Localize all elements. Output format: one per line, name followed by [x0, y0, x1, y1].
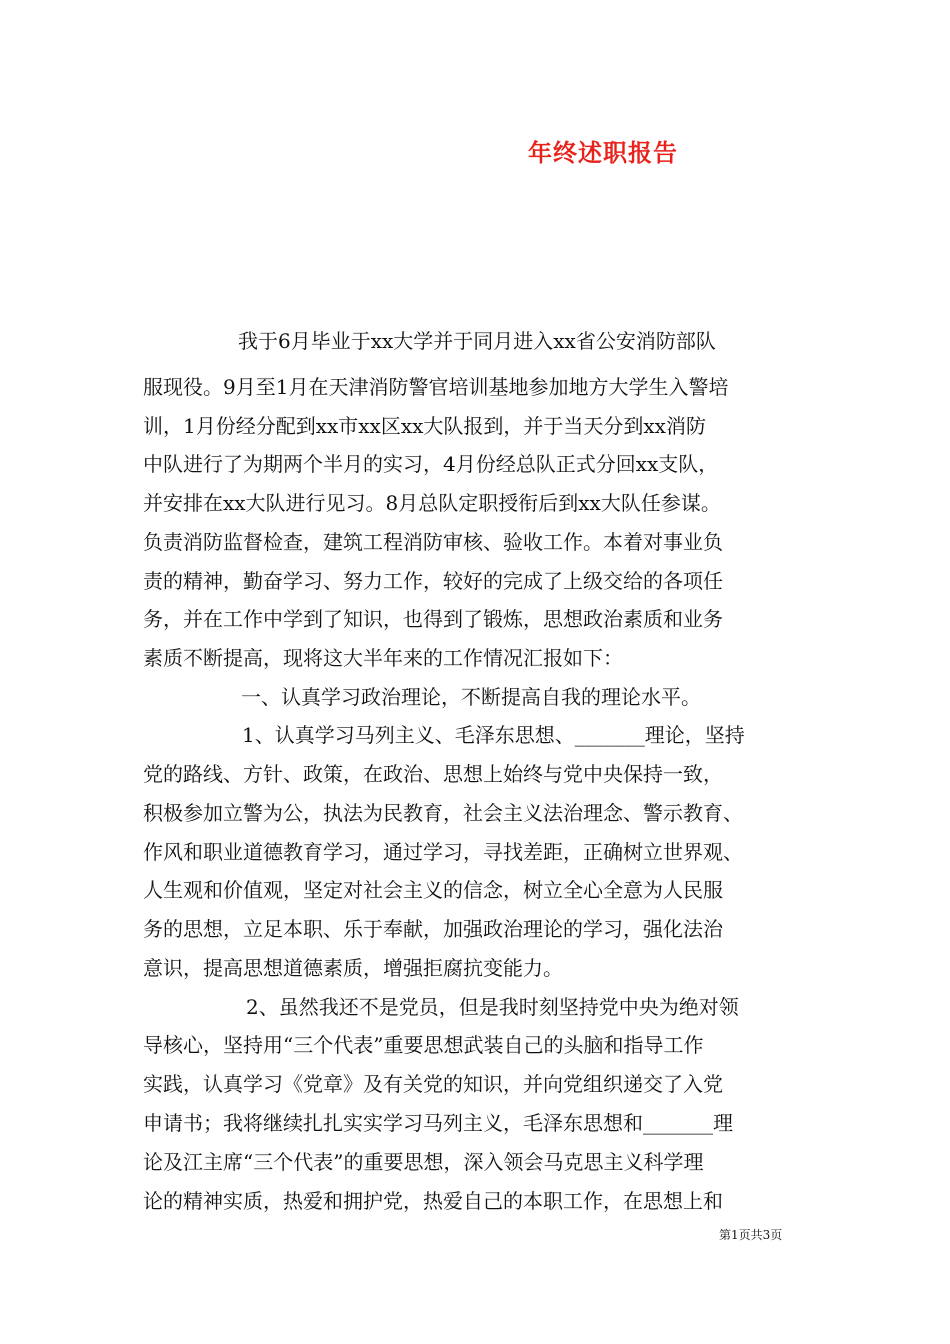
body-line: 我于6月毕业于xx大学并于同月进入xx省公安消防部队: [238, 329, 716, 353]
body-line: 导核心，坚持用“三个代表”重要思想武装自己的头脑和指导工作: [143, 1033, 704, 1057]
body-line: 并安排在xx大队进行见习。8月总队定职授衔后到xx大队任参谋。: [143, 491, 721, 515]
body-line: 申请书；我将继续扎扎实实学习马列主义，毛泽东思想和_______理: [143, 1111, 733, 1135]
page-number: 第1页共3页: [719, 1228, 783, 1242]
body-line: 责的精神，勤奋学习、努力工作，较好的完成了上级交给的各项任: [143, 569, 723, 593]
body-line: 意识，提高思想道德素质，增强拒腐抗变能力。: [143, 956, 563, 980]
body-line: 务，并在工作中学到了知识，也得到了锻炼，思想政治素质和业务: [143, 607, 723, 631]
body-line: 1、认真学习马列主义、毛泽东思想、_______理论，坚持: [242, 723, 745, 747]
body-line: 作风和职业道德教育学习，通过学习，寻找差距，正确树立世界观、: [143, 840, 743, 864]
body-line: 中队进行了为期两个半月的实习，4月份经总队正式分回xx支队，: [143, 452, 719, 476]
body-line: 党的路线、方针、政策，在政治、思想上始终与党中央保持一致，: [143, 762, 723, 786]
body-line: 服现役。9月至1月在天津消防警官培训基地参加地方大学生入警培: [143, 375, 729, 399]
body-line: 积极参加立警为公，执法为民教育，社会主义法治理念、警示教育、: [143, 801, 743, 825]
body-line: 论的精神实质，热爱和拥护党，热爱自己的本职工作，在思想上和: [143, 1189, 723, 1213]
body-line: 素质不断提高，现将这大半年来的工作情况汇报如下：: [143, 646, 623, 670]
body-line: 负责消防监督检查，建筑工程消防审核、验收工作。本着对事业负: [143, 530, 723, 554]
body-line: 实践，认真学习《党章》及有关党的知识，并向党组织递交了入党: [143, 1072, 723, 1096]
document-title: 年终述职报告: [528, 138, 678, 167]
body-line: 人生观和价值观，坚定对社会主义的信念，树立全心全意为人民服: [143, 878, 723, 902]
body-line: 务的思想，立足本职、乐于奉献，加强政治理论的学习，强化法治: [143, 917, 723, 941]
body-line: 训，1月份经分配到xx市xx区xx大队报到，并于当天分到xx消防: [143, 414, 706, 438]
body-line: 论及江主席“三个代表”的重要思想，深入领会马克思主义科学理: [143, 1150, 704, 1174]
body-line: 2、虽然我还不是党员，但是我时刻坚持党中央为绝对领: [246, 995, 739, 1019]
body-line: 一、认真学习政治理论，不断提高自我的理论水平。: [241, 685, 701, 709]
